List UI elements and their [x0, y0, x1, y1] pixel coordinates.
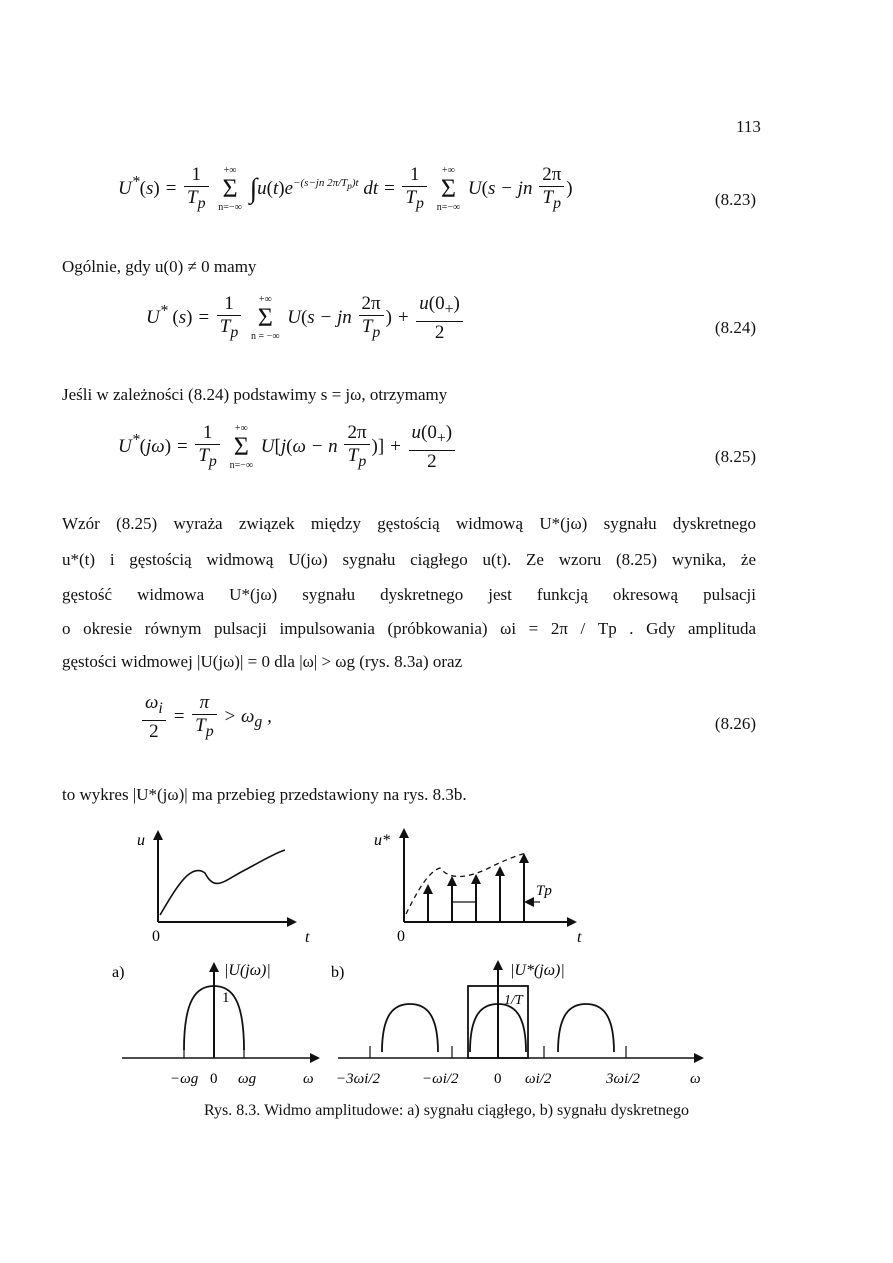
tick-label: ωg — [238, 1071, 257, 1087]
paragraph-4: to wykres |U*(jω)| ma przebieg przedstawiony na rys. 8.3b. — [62, 785, 467, 804]
spectrum-lobe — [558, 1004, 614, 1052]
paragraph-2: Jeśli w zależności (8.24) podstawimy s = jω, otrzymamy — [62, 385, 448, 404]
panel-label: a) — [112, 964, 125, 981]
y-axis-label: u* — [374, 832, 390, 849]
level-label: 1/T — [504, 993, 523, 1008]
tick-label: 0 — [494, 1071, 502, 1087]
plot-continuous-spectrum — [112, 962, 318, 1087]
equation-8-25-body: U*(jω) = $\frac{1}{T_p}$ +∞ Σ n=−∞ U[j(ω − n $\frac{2\pi}{T_p}$ )] + $\frac{u(0_+)}{2}$ — [118, 422, 457, 473]
paragraph-3-line-4: o okresie równym pulsacji impulsowania (próbkowania) ωi = 2π / Tp . Gdy amplituda — [62, 619, 756, 638]
y-axis-label: |U*(jω)| — [510, 962, 565, 979]
tick-label: ωi/2 — [525, 1071, 552, 1087]
equation-8-23-body: U*(s) = $\frac{1}{T_p}$ +∞ Σ n=−∞ $\int u(t)e^{-(s-jn 2\pi/T_p)t}$ dt = $\frac{1}{T_p}$ +∞ Σ n=−∞ U(s − jn $\frac{2\pi}{T_p}$ ) — [118, 164, 573, 214]
signal-curve — [160, 850, 285, 915]
period-label: Tp — [536, 883, 552, 899]
plot-sampled-signal — [374, 830, 582, 946]
x-axis-label: t — [577, 929, 582, 946]
origin-label: 0 — [397, 928, 405, 945]
plot-continuous-signal — [137, 832, 310, 946]
spectrum-lobe — [382, 1004, 438, 1052]
paragraph-3-line-3: gęstość widmowa U*(jω) sygnału dyskretnego jest funkcją okresową pulsacji — [62, 585, 756, 604]
tick-label: 0 — [210, 1071, 218, 1087]
panel-label: b) — [331, 964, 345, 981]
equation-number-8-23: (8.23) — [714, 190, 756, 209]
figure-caption: Rys. 8.3. Widmo amplitudowe: a) sygnału ciągłego, b) sygnału dyskretnego — [203, 1102, 689, 1119]
tick-label: −ωi/2 — [422, 1071, 459, 1087]
y-axis-label: |U(jω)| — [224, 962, 271, 979]
envelope-curve — [406, 853, 526, 914]
paragraph-1: Ogólnie, gdy u(0) ≠ 0 mamy — [62, 257, 257, 276]
equation-8-24-body: U* (s) = $\frac{1}{T_p}$ +∞ Σ n = −∞ U(s − jn $\frac{2\pi}{T_p}$ ) + $\frac{u(0_+)}{2}$ — [146, 293, 465, 344]
tick-label: ω — [303, 1071, 314, 1087]
tick-label: 3ωi/2 — [606, 1071, 640, 1087]
origin-label: 0 — [152, 928, 160, 945]
paragraph-3-line-1: Wzór (8.25) wyraża związek między gęstością widmową U*(jω) sygnału dyskretnego — [62, 514, 756, 533]
equation-number-8-25: (8.25) — [714, 447, 756, 466]
plot-sampled-spectrum — [331, 962, 702, 1087]
y-axis-label: u — [137, 832, 145, 849]
equation-number-8-24: (8.24) — [714, 318, 756, 337]
page-number: 113 — [736, 117, 761, 136]
paragraph-3-line-5: gęstości widmowej |U(jω)| = 0 dla |ω| > ωg (rys. 8.3a) oraz — [62, 652, 463, 671]
equation-number-8-26: (8.26) — [714, 714, 756, 733]
tick-label: ω — [690, 1071, 701, 1087]
tick-label: −ωg — [170, 1071, 199, 1087]
x-axis-label: t — [305, 929, 310, 946]
equation-8-26-body: $\frac{\omega_i}{2}$ = $\frac{\pi}{T_p}$ > $\omega_g$ , — [140, 692, 272, 743]
level-label: 1 — [222, 990, 230, 1006]
paragraph-3-line-2: u*(t) i gęstością widmową U(jω) sygnału ciągłego u(t). Ze wzoru (8.25) wynika, że — [62, 550, 756, 569]
tick-label: −3ωi/2 — [336, 1071, 381, 1087]
